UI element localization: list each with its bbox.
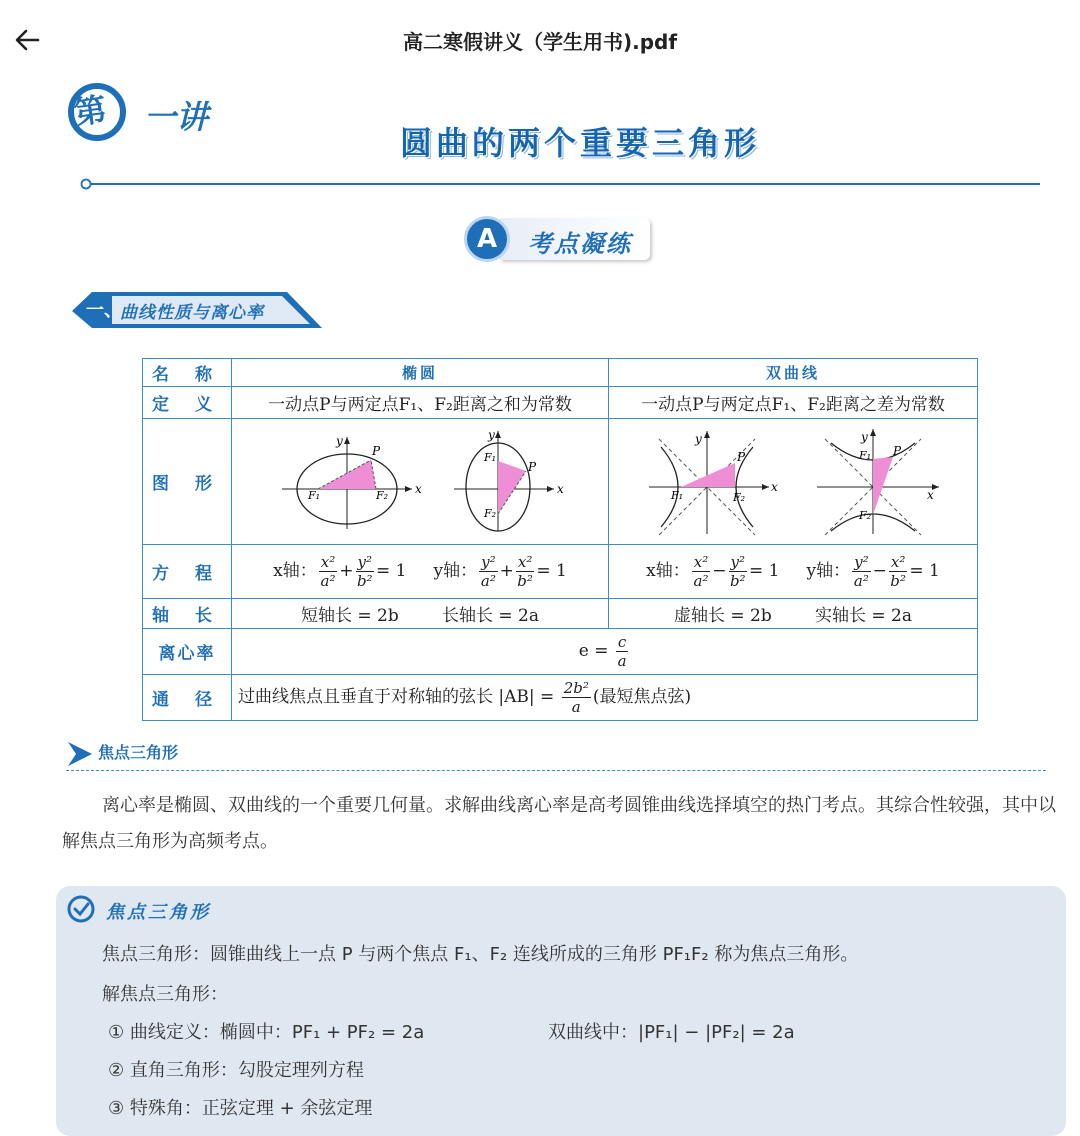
latus-text: 过曲线焦点且垂直于对称轴的弦长 |AB| = — [238, 687, 555, 707]
col-label-name: 名 称 — [143, 359, 232, 387]
lecture-badge-text: 一讲 — [144, 98, 209, 136]
equals-one: = 1 — [909, 561, 940, 581]
fig-label: x — [415, 482, 422, 496]
section-a-heading — [464, 212, 664, 266]
row-label-latus: 通 径 — [143, 675, 232, 721]
document-title: 高二寒假讲义（学生用书).pdf — [402, 30, 678, 54]
col-label-hyperbola: 双曲线 — [609, 359, 978, 387]
fig-label: F₁ — [859, 449, 872, 462]
section-a-letter: A — [476, 224, 498, 254]
hyperbola-imag-axis: 虚轴长 = 2b — [674, 606, 772, 626]
frac-num: c — [617, 633, 627, 651]
focal-section-heading — [66, 736, 1046, 776]
box-title: 焦点三角形 — [106, 902, 211, 923]
fig-label: P — [737, 450, 746, 464]
col-label-ellipse: 椭圆 — [232, 359, 609, 387]
dashed-divider — [66, 770, 1046, 771]
latus-rectum-formula — [232, 675, 978, 721]
fig-label: P — [893, 444, 902, 458]
fig-label: y — [488, 428, 495, 442]
section-banner — [72, 290, 332, 332]
title-divider — [80, 178, 1040, 190]
frac-den: a² — [320, 572, 336, 590]
fig-label: x — [557, 482, 564, 496]
row-label-figure: 图 形 — [143, 419, 232, 545]
ellipse-short-axis: 短轴长 = 2b — [301, 606, 399, 626]
ellipse-axis-lengths — [232, 599, 609, 629]
section-a-label: 考点凝练 — [528, 229, 632, 258]
frac-num: y² — [357, 553, 372, 571]
fig-label: P — [372, 444, 381, 458]
box-definition: 焦点三角形：圆锥曲线上一点 P 与两个焦点 F₁、F₂ 连线所成的三角形 PF₁F₂ 称为焦点三角形。 — [102, 944, 859, 965]
hyperbola-figures — [609, 419, 978, 545]
frac-den: a² — [693, 572, 709, 590]
hyperbola-axis-lengths — [609, 599, 978, 629]
row-label-equation: 方 程 — [143, 545, 232, 599]
equals-one: = 1 — [376, 561, 407, 581]
ellipse-figure-svg — [232, 419, 608, 539]
box-item-1-left: ① 曲线定义：椭圆中：PF₁ + PF₂ = 2a — [108, 1022, 425, 1043]
frac-den: b² — [729, 572, 746, 590]
plus-sign: + — [339, 561, 354, 581]
fig-label: y — [861, 430, 868, 444]
fig-label: F₂ — [484, 507, 497, 520]
x-axis-label: x轴： — [646, 561, 690, 581]
frac-den: a² — [853, 572, 869, 590]
y-axis-label: y轴： — [806, 561, 851, 581]
fig-label: F₁ — [484, 451, 497, 464]
lecture-badge — [64, 80, 244, 152]
frac-den: b² — [890, 572, 906, 590]
focal-section-title: 焦点三角形 — [98, 743, 179, 762]
row-label-eccentricity: 离心率 — [143, 629, 232, 675]
lecture-badge-char: 第 — [71, 89, 109, 133]
banner-label: 曲线性质与离心率 — [120, 303, 264, 323]
eccentricity-formula — [232, 629, 978, 675]
hyperbola-equations — [609, 545, 978, 599]
box-item-1-right: 双曲线中：|PF₁| − |PF₂| = 2a — [548, 1022, 795, 1043]
fig-label: x — [771, 480, 778, 494]
fig-label: y — [336, 434, 343, 448]
fig-label: F₁ — [308, 489, 321, 502]
latus-note: (最短焦点弦) — [592, 687, 692, 707]
equals-one: = 1 — [536, 561, 567, 581]
fig-label: y — [695, 432, 702, 446]
ellipse-figures — [232, 419, 609, 545]
frac-num: x² — [693, 553, 709, 571]
banner-number: 一、 — [86, 300, 122, 321]
frac-num: y² — [481, 553, 496, 571]
box-item-3: ③ 特殊角：正弦定理 + 余弦定理 — [108, 1098, 373, 1119]
properties-table — [142, 358, 978, 721]
ellipse-long-axis: 长轴长 = 2a — [441, 606, 539, 626]
plus-sign: + — [499, 561, 514, 581]
frac-den: a — [617, 652, 627, 670]
box-item-2: ② 直角三角形：勾股定理列方程 — [108, 1060, 364, 1081]
frac-den: a² — [480, 572, 496, 590]
fig-label: F₂ — [733, 491, 746, 504]
box-solve-label: 解焦点三角形： — [102, 984, 228, 1005]
ellipse-equations — [232, 545, 609, 599]
x-axis-label: x轴： — [273, 561, 317, 581]
frac-num: x² — [320, 553, 336, 571]
intro-paragraph: 离心率是椭圆、双曲线的一个重要几何量。求解曲线离心率是高考圆锥曲线选择填空的热门考点。其综合性较强，其中以解焦点三角形为高频考点。 — [62, 795, 1056, 852]
equals-one: = 1 — [749, 561, 780, 581]
frac-den: b² — [356, 572, 373, 590]
top-bar — [0, 0, 1080, 80]
fig-label: P — [528, 460, 537, 474]
frac-num: 2b² — [563, 679, 589, 697]
fig-label: F₂ — [376, 489, 389, 502]
frac-num: x² — [890, 553, 906, 571]
arrow-marker-icon — [66, 738, 96, 768]
minus-sign: − — [872, 561, 887, 581]
frac-num: x² — [517, 553, 533, 571]
check-circle-icon — [66, 894, 96, 924]
row-label-axis: 轴 长 — [143, 599, 232, 629]
frac-num: y² — [854, 553, 869, 571]
fig-label: F₂ — [859, 509, 872, 522]
ecc-lhs: e = — [578, 641, 609, 661]
frac-num: y² — [730, 553, 745, 571]
row-label-definition: 定 义 — [143, 387, 232, 419]
hyperbola-figure-svg — [609, 419, 977, 539]
frac-den: a — [571, 698, 581, 716]
hyperbola-definition: 一动点P与两定点F₁、F₂距离之差为常数 — [609, 387, 978, 419]
hyperbola-real-axis: 实轴长 = 2a — [814, 606, 912, 626]
ellipse-definition: 一动点P与两定点F₁、F₂距离之和为常数 — [232, 387, 609, 419]
y-axis-label: y轴： — [433, 561, 478, 581]
fig-label: F₁ — [671, 489, 684, 502]
fig-label: x — [927, 488, 934, 502]
frac-den: b² — [517, 572, 533, 590]
page-title: 圆曲的两个重要三角形 — [399, 124, 760, 162]
minus-sign: − — [712, 561, 727, 581]
